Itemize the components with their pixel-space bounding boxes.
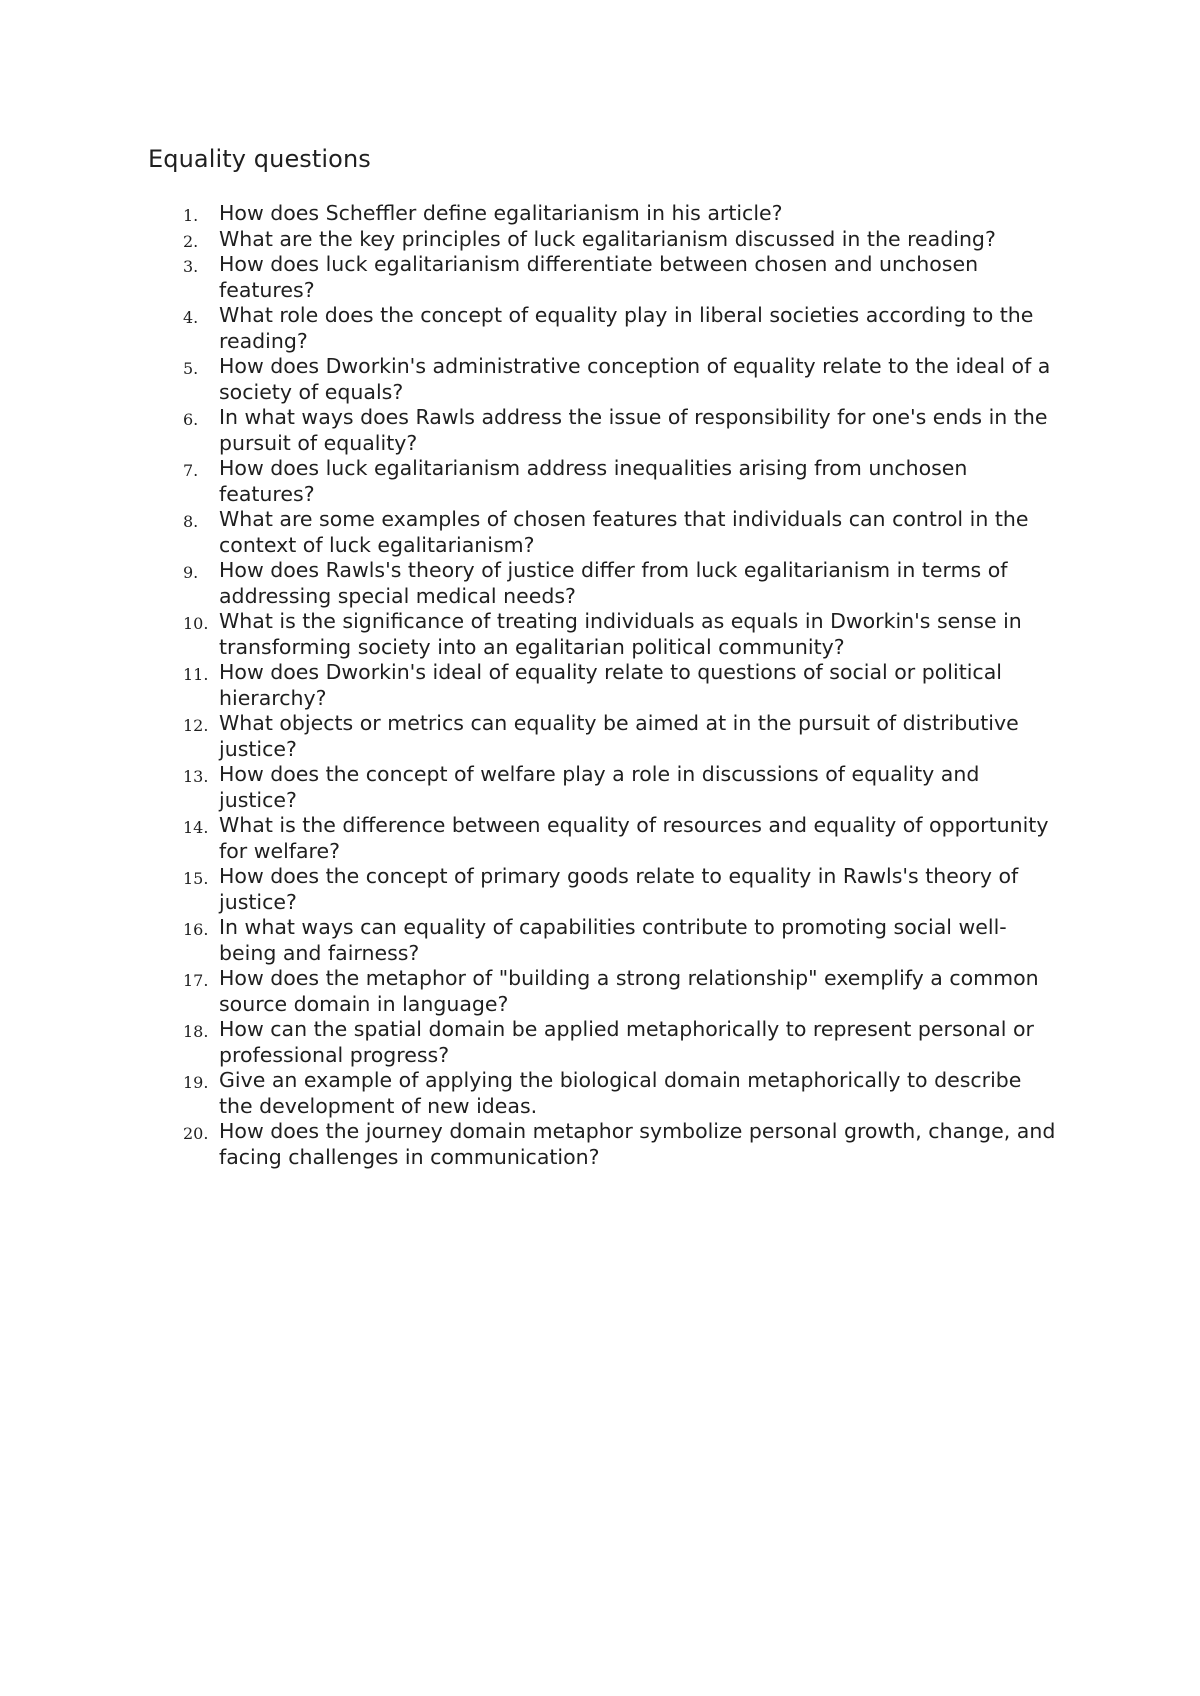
question-number: 9. <box>183 563 199 582</box>
question-text: How does the journey domain metaphor symbolize personal growth, change, and facing challenges in communication? <box>219 1119 1056 1169</box>
question-text: What is the significance of treating individuals as equals in Dworkin's sense in transforming society into an egalitarian political community? <box>219 609 1022 659</box>
question-text: What is the difference between equality of resources and equality of opportunity for welfare? <box>219 813 1049 863</box>
question-text: How does the metaphor of "building a strong relationship" exemplify a common source domain in language? <box>219 966 1039 1016</box>
question-number: 4. <box>183 308 199 327</box>
question-list <box>0 201 1200 1170</box>
question-number: 19. <box>183 1073 209 1092</box>
question-number: 1. <box>183 206 199 225</box>
list-item <box>0 252 1200 303</box>
list-item <box>0 558 1200 609</box>
question-text: How does the concept of welfare play a role in discussions of equality and justice? <box>219 762 980 812</box>
list-item <box>0 303 1200 354</box>
question-number: 12. <box>183 716 209 735</box>
question-text: How does luck egalitarianism address inequalities arising from unchosen features? <box>219 456 968 506</box>
question-number: 6. <box>183 410 199 429</box>
question-number: 17. <box>183 971 209 990</box>
list-item <box>0 201 1200 227</box>
question-number: 7. <box>183 461 199 480</box>
question-text: What role does the concept of equality play in liberal societies according to the reading? <box>219 303 1034 353</box>
list-item <box>0 966 1200 1017</box>
question-number: 8. <box>183 512 199 531</box>
question-number: 20. <box>183 1124 209 1143</box>
question-text: How does Rawls's theory of justice differ from luck egalitarianism in terms of addressing special medical needs? <box>219 558 1008 608</box>
list-item <box>0 711 1200 762</box>
list-item <box>0 1068 1200 1119</box>
page-title: Equality questions <box>148 145 371 173</box>
list-item <box>0 762 1200 813</box>
list-item <box>0 660 1200 711</box>
question-number: 16. <box>183 920 209 939</box>
question-number: 15. <box>183 869 209 888</box>
list-item <box>0 405 1200 456</box>
list-item <box>0 864 1200 915</box>
question-number: 3. <box>183 257 199 276</box>
question-number: 10. <box>183 614 209 633</box>
list-item <box>0 456 1200 507</box>
question-number: 18. <box>183 1022 209 1041</box>
question-text: In what ways does Rawls address the issue of responsibility for one's ends in the pursuit of equality? <box>219 405 1048 455</box>
list-item <box>0 227 1200 253</box>
list-item <box>0 1119 1200 1170</box>
question-text: How does the concept of primary goods relate to equality in Rawls's theory of justice? <box>219 864 1019 914</box>
list-item <box>0 354 1200 405</box>
question-text: How does Scheffler define egalitarianism in his article? <box>219 201 783 225</box>
question-text: In what ways can equality of capabilities contribute to promoting social well-being and fairness? <box>219 915 1007 965</box>
question-number: 13. <box>183 767 209 786</box>
list-item <box>0 915 1200 966</box>
question-text: What are the key principles of luck egalitarianism discussed in the reading? <box>219 226 996 251</box>
list-item <box>0 813 1200 864</box>
list-item <box>0 1017 1200 1068</box>
question-text: How does luck egalitarianism differentiate between chosen and unchosen features? <box>219 252 979 302</box>
question-text: What are some examples of chosen features that individuals can control in the context of luck egalitarianism? <box>219 507 1029 557</box>
question-number: 5. <box>183 359 199 378</box>
question-number: 14. <box>183 818 209 837</box>
question-number: 2. <box>183 231 199 251</box>
list-item <box>0 507 1200 558</box>
question-text: How does Dworkin's administrative conception of equality relate to the ideal of a society of equals? <box>219 354 1051 404</box>
question-text: Give an example of applying the biological domain metaphorically to describe the development of new ideas. <box>219 1068 1022 1118</box>
question-text: What objects or metrics can equality be aimed at in the pursuit of distributive justice? <box>219 711 1019 761</box>
question-number: 11. <box>183 665 209 684</box>
question-text: How can the spatial domain be applied metaphorically to represent personal or professional progress? <box>219 1017 1034 1067</box>
list-item <box>0 609 1200 660</box>
question-text: How does Dworkin's ideal of equality relate to questions of social or political hierarchy? <box>219 660 1002 710</box>
